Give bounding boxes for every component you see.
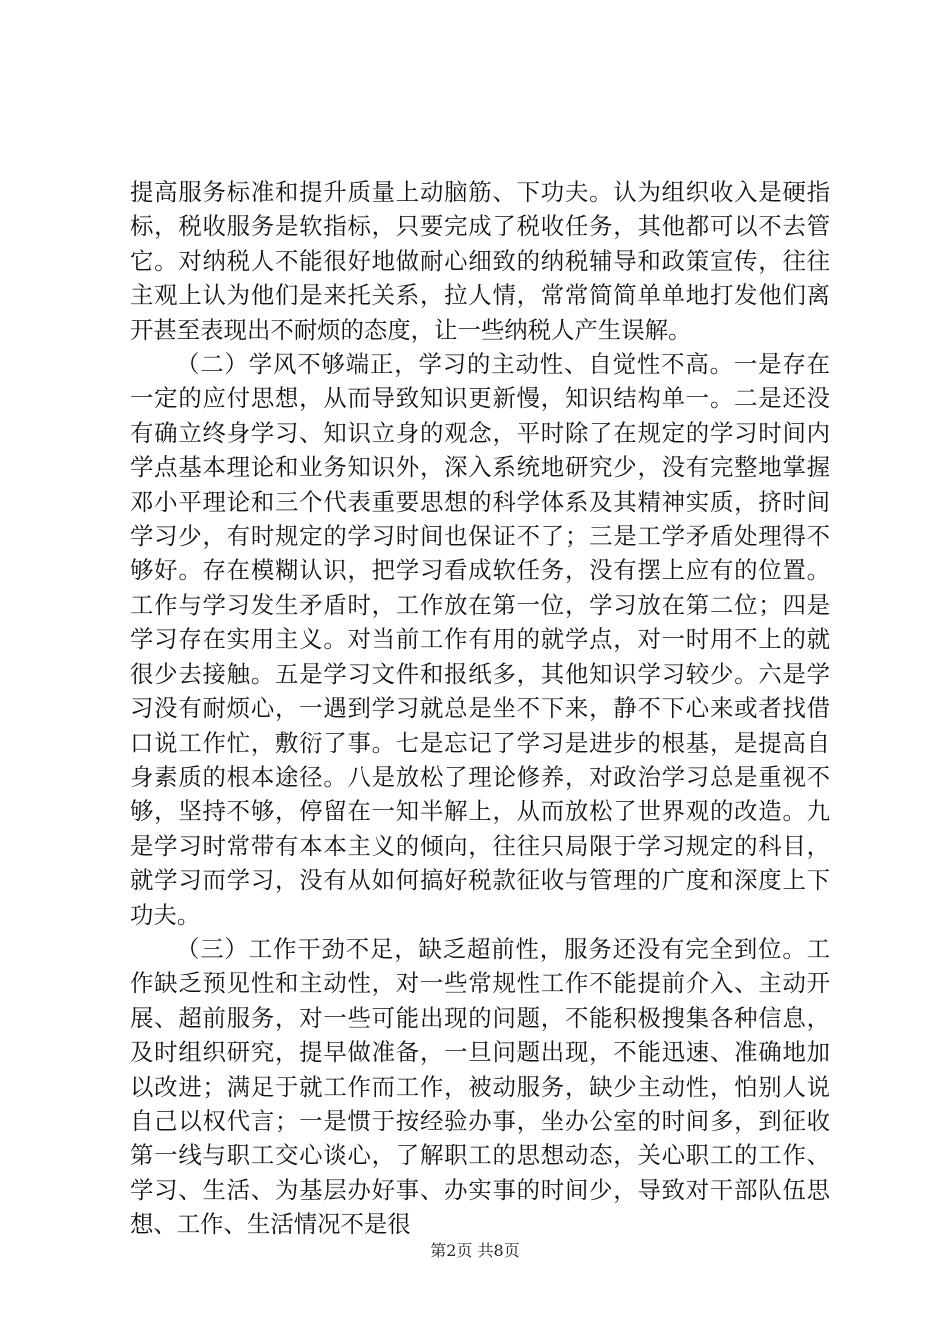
paragraph-continuation: 提高服务标准和提升质量上动脑筋、下功夫。认为组织收入是硬指标，税收服务是软指标，只要完成了税收任务，其他都可以不去管它。对纳税人不能很好地做耐心细致的纳税辅导和政策宣传，往往主观上认为他们是来托关系，拉人情，常常简简单单地打发他们离开甚至表现出不耐烦的态度，让一些纳税人产生误解。 <box>130 178 830 344</box>
page-number-footer: 第2页 共8页 <box>430 1241 520 1260</box>
document-body <box>130 175 830 1242</box>
paragraph-section-two: （二）学风不够端正，学习的主动性、自觉性不高。一是存在一定的应付思想，从而导致知识更新慢，知识结构单一。二是还没有确立终身学习、知识立身的观念，平时除了在规定的学习时间内学点基本理论和业务知识外，深入系统地研究少，没有完整地掌握邓小平理论和三个代表重要思想的科学体系及其精神实质，挤时间学习少，有时规定的学习时间也保证不了；三是工学矛盾处理得不够好。存在模糊认识，把学习看成软任务，没有摆上应有的位置。工作与学习发生矛盾时，工作放在第一位，学习放在第二位；四是学习存在实用主义。对当前工作有用的就学点，对一时用不上的就很少去接触。五是学习文件和报纸多，其他知识学习较少。六是学习没有耐烦心，一遇到学习就总是坐不下来，静不下心来或者找借口说工作忙，敷衍了事。七是忘记了学习是进步的根基，是提高自身素质的根本途径。八是放松了理论修养，对政治学习总是重视不够，坚持不够，停留在一知半解上，从而放松了世界观的改造。九是学习时常带有本本主义的倾向，往往只局限于学习规定的科目，就学习而学习，没有从如何搞好税款征收与管理的广度和深度上下功夫。 <box>130 350 830 929</box>
paragraph-section-three: （三）工作干劲不足，缺乏超前性，服务还没有完全到位。工作缺乏预见性和主动性，对一些常规性工作不能提前介入、主动开展、超前服务，对一些可能出现的问题，不能积极搜集各种信息，及时组织研究，提早做准备，一旦问题出现，不能迅速、准确地加以改进；满足于就工作而工作，被动服务，缺少主动性，怕别人说自己以权代言；一是惯于按经验办事，坐办公室的时间多，到征收第一线与职工交心谈心，了解职工的思想动态，关心职工的工作、学习、生活、为基层办好事、办实事的时间少，导致对干部队伍思想、工作、生活情况不是很 <box>130 934 830 1239</box>
